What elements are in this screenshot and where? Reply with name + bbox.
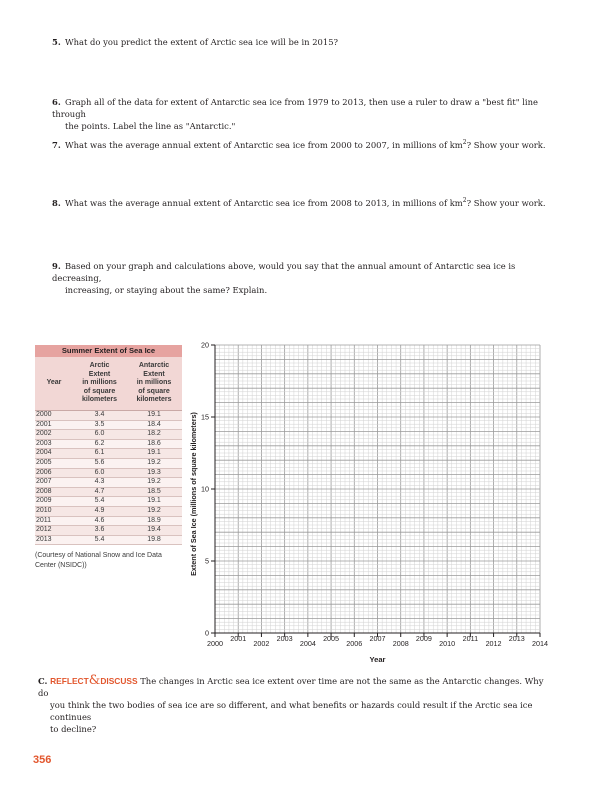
x-tick-label: 2005	[323, 634, 340, 643]
x-tick-label: 2002	[253, 639, 270, 648]
header-arctic: Arctic Extent in millions of square kilometers	[81, 362, 118, 404]
cell-arctic: 3.6	[94, 526, 105, 534]
cell-year: 2012	[36, 526, 52, 534]
x-axis-label: Year	[369, 655, 386, 664]
header-year: Year	[46, 379, 62, 387]
x-tick-label: 2014	[532, 639, 548, 648]
cell-arctic: 5.4	[94, 535, 105, 543]
y-tick-label: 0	[205, 628, 209, 638]
cell-year: 2009	[36, 497, 52, 505]
cell-arctic: 3.4	[94, 411, 105, 418]
table-credit: (Courtesy of National Snow and Ice Data Center (NSIDC))	[35, 552, 162, 569]
cell-antarctic: 19.3	[147, 468, 161, 476]
cell-arctic: 5.4	[94, 497, 105, 505]
x-tick-label: 2008	[392, 639, 409, 648]
cell-arctic: 5.6	[94, 458, 105, 466]
question-text-continued: the points. Label the line as "Antarctic."	[65, 121, 236, 131]
cell-year: 2002	[36, 430, 52, 438]
y-tick-label: 5	[205, 556, 209, 566]
cell-arctic: 6.2	[94, 439, 105, 447]
superscript: 2	[462, 197, 467, 204]
cell-year: 2000	[36, 411, 52, 418]
graph-grid	[215, 345, 540, 633]
ampersand: &	[88, 673, 101, 688]
x-tick-label: 2012	[485, 639, 502, 648]
x-tick-label: 2004	[299, 639, 316, 648]
cell-antarctic: 19.2	[147, 478, 161, 486]
question-text-end: ? Show your work.	[466, 198, 546, 208]
cell-antarctic: 18.5	[147, 487, 161, 495]
cell-year: 2008	[36, 487, 52, 495]
x-tick-label: 2000	[207, 639, 223, 648]
y-axis-label: Extent of Sea Ice (millions of square kilometers)	[189, 412, 198, 576]
question-text-end: ? Show your work.	[466, 140, 546, 150]
discuss-label: DISCUSS	[100, 676, 138, 686]
page-number: 356	[33, 754, 52, 766]
x-tick-label: 2013	[508, 634, 525, 643]
section-text-2: you think the two bodies of sea ice are so different, and what benefits or hazards could result if the Arctic sea ice continues	[50, 700, 533, 722]
cell-arctic: 3.5	[94, 420, 105, 428]
y-tick-label: 20	[201, 340, 209, 350]
x-tick-label: 2007	[369, 634, 386, 643]
cell-year: 2006	[36, 468, 52, 476]
x-tick-label: 2010	[439, 639, 456, 648]
cell-year: 2010	[36, 506, 52, 514]
cell-antarctic: 19.1	[147, 497, 161, 505]
question-text-continued: increasing, or staying about the same? Explain.	[65, 285, 268, 295]
cell-arctic: 4.6	[94, 516, 105, 524]
superscript: 2	[462, 139, 467, 146]
cell-antarctic: 18.4	[147, 420, 161, 428]
section-label: C.	[38, 676, 48, 686]
reflect-discuss-section	[38, 675, 548, 735]
question-number: 5.	[52, 37, 61, 47]
cell-arctic: 6.0	[94, 468, 105, 476]
x-tick-label: 2003	[276, 634, 293, 643]
cell-year: 2007	[36, 478, 52, 486]
y-tick-label: 15	[201, 412, 209, 422]
cell-antarctic: 18.9	[147, 516, 161, 524]
question-text: What was the average annual extent of Antarctic sea ice from 2000 to 2007, in millions of km	[65, 140, 463, 150]
y-tick-label: 10	[201, 484, 209, 494]
cell-year: 2013	[36, 535, 52, 543]
cell-arctic: 6.0	[94, 430, 105, 438]
question-text: Based on your graph and calculations above, would you say that the annual amount of Antarctic sea ice is decreasing,	[52, 261, 516, 283]
cell-antarctic: 19.2	[147, 458, 161, 466]
table-title: Summer Extent of Sea Ice	[35, 345, 182, 357]
cell-arctic: 6.1	[94, 449, 105, 457]
cell-year: 2005	[36, 458, 52, 466]
cell-antarctic: 18.2	[147, 430, 161, 438]
question-text: Graph all of the data for extent of Antarctic sea ice from 1979 to 2013, then use a ruler to draw a "best fit" line through	[52, 97, 538, 119]
cell-arctic: 4.3	[94, 478, 105, 486]
cell-year: 2004	[36, 449, 52, 457]
reflect-label: REFLECT	[50, 676, 89, 686]
cell-antarctic: 18.6	[147, 439, 161, 447]
question-number: 9.	[52, 261, 61, 271]
cell-arctic: 4.9	[94, 506, 105, 514]
cell-antarctic: 19.1	[147, 411, 161, 418]
question-text: What do you predict the extent of Arctic sea ice will be in 2015?	[65, 37, 339, 47]
question-number: 7.	[52, 140, 61, 150]
question-number: 8.	[52, 198, 61, 208]
x-tick-label: 2006	[346, 639, 363, 648]
x-tick-label: 2001	[230, 634, 247, 643]
cell-year: 2011	[36, 516, 52, 524]
cell-arctic: 4.7	[94, 487, 105, 495]
cell-year: 2003	[36, 439, 52, 447]
section-text: The changes in Arctic sea ice extent over time are not the same as the Antarctic changes. Why do	[38, 676, 544, 698]
question-number: 6.	[52, 97, 61, 107]
x-tick-label: 2011	[462, 634, 479, 643]
cell-antarctic: 19.2	[147, 506, 161, 514]
question-text: What was the average annual extent of Antarctic sea ice from 2008 to 2013, in millions of km	[65, 198, 463, 208]
cell-antarctic: 19.4	[147, 526, 161, 534]
cell-antarctic: 19.1	[147, 449, 161, 457]
section-text-3: to decline?	[50, 724, 97, 734]
x-tick-label: 2009	[415, 634, 432, 643]
cell-year: 2001	[36, 420, 52, 428]
header-antarctic: Antarctic Extent in millions of square kilometers	[136, 362, 172, 404]
cell-antarctic: 19.8	[147, 535, 161, 543]
